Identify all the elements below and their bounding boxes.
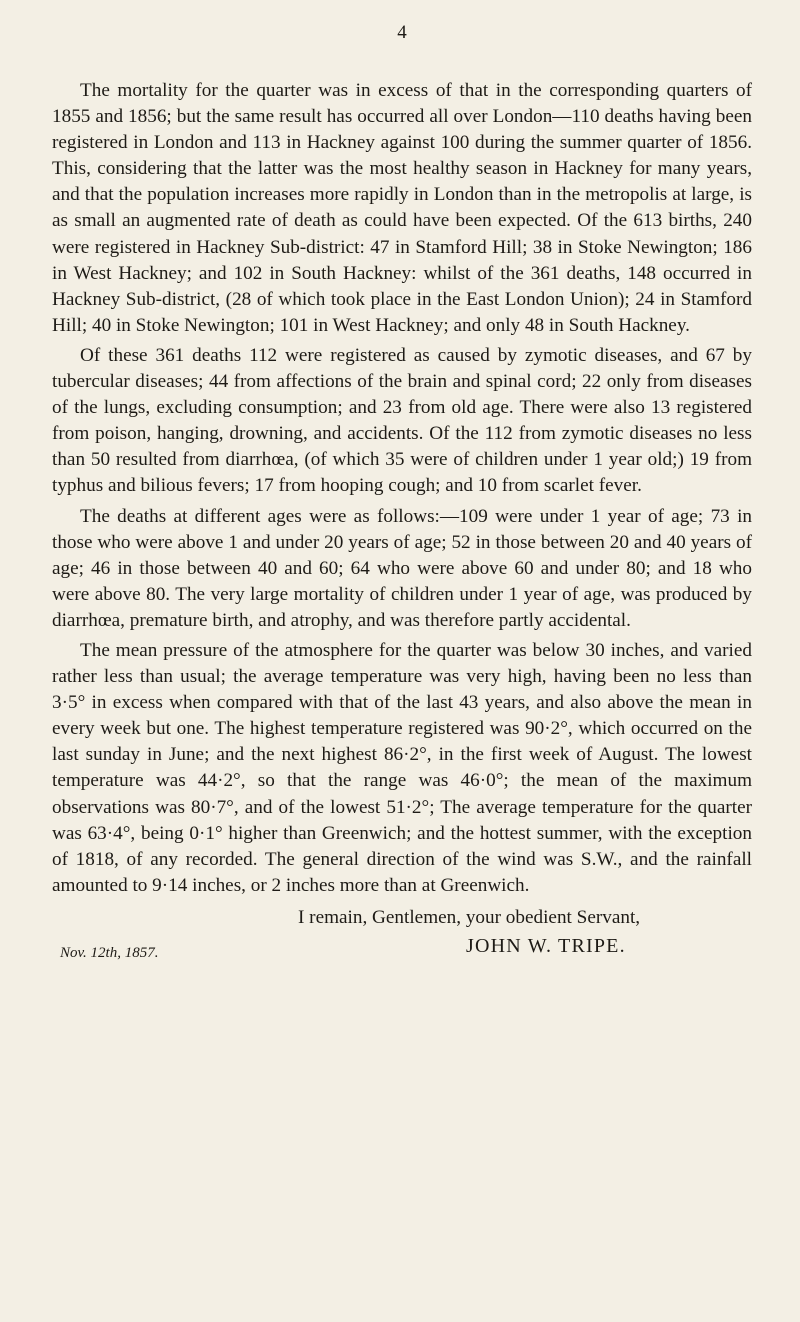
- report-body: [52, 78, 752, 969]
- signature-block: [52, 935, 752, 969]
- paragraph-mortality: The mortality for the quarter was in excess of that in the corresponding quarters of 1855 and 1856; but the same result has occurred all over London—110 deaths having been registered in London and 113 in Hackney against 100 during the summer quarter of 1856. This, considering that the latter was the most healthy season in Hackney for many years, and that the population increases more rapidly in London than in the metropolis at large, is as small an augmented rate of death as could have been expected. Of the 613 births, 240 were registered in Hackney Sub-district: 47 in Stamford Hill; 38 in Stoke Newington; 186 in West Hackney; and 102 in South Hackney: whilst of the 361 deaths, 148 occurred in Hackney Sub-district, (28 of which took place in the East London Union); 24 in Stamford Hill; 40 in Stoke Newington; 101 in West Hackney; and only 48 in South Hackney.: [52, 80, 752, 336]
- document-page: [52, 0, 752, 1322]
- paragraph-weather: The mean pressure of the atmosphere for the quarter was below 30 inches, and varied rather less than usual; the average temperature was very high, having been no less than 3·5° in excess when compared with that of the last 43 years, and also above the mean in every week but one. The highest temperature registered was 90·2°, which occurred on the last sunday in June; and the next highest 86·2°, in the first week of August. The lowest temperature was 44·2°, so that the range was 46·0°; the mean of the maximum observations was 80·7°, and of the lowest 51·2°; The average temperature for the quarter was 63·4°, being 0·1° higher than Greenwich; and the hottest summer, with the exception of 1818, of any recorded. The general direction of the wind was S.W., and the rainfall amounted to 9·14 inches, or 2 inches more than at Greenwich.: [52, 639, 752, 896]
- closing-salutation: I remain, Gentlemen, your obedient Servant,: [298, 906, 641, 928]
- paragraph-causes-of-death: Of these 361 deaths 112 were registered as caused by zymotic diseases, and 67 by tubercular diseases; 44 from affections of the brain and spinal cord; 22 only from diseases of the lungs, excluding consumption; and 23 from old age. There were also 13 registered from poison, hanging, drowning, and accidents. Of the 112 from zymotic diseases no less than 50 resulted from diarrhœa, (of which 35 were of children under 1 year old;) 19 from typhus and bilious fevers; 17 from hooping cough; and 10 from scarlet fever.: [52, 344, 752, 497]
- signature-name: JOHN W. TRIPE.: [466, 934, 626, 957]
- paragraph-deaths-by-age: The deaths at different ages were as follows:—109 were under 1 year of age; 73 in those who were above 1 and under 20 years of age; 52 in those between 20 and 40 years of age; 46 in those between 40 and 60; 64 who were above 60 and under 80; and 18 who were above 80. The very large mortality of children under 1 year of age, was produced by diarrhœa, premature birth, and atrophy, and was therefore partly accidental.: [52, 505, 752, 631]
- letter-date: Nov. 12th, 1857.: [60, 944, 159, 961]
- page-number: 4: [397, 22, 407, 43]
